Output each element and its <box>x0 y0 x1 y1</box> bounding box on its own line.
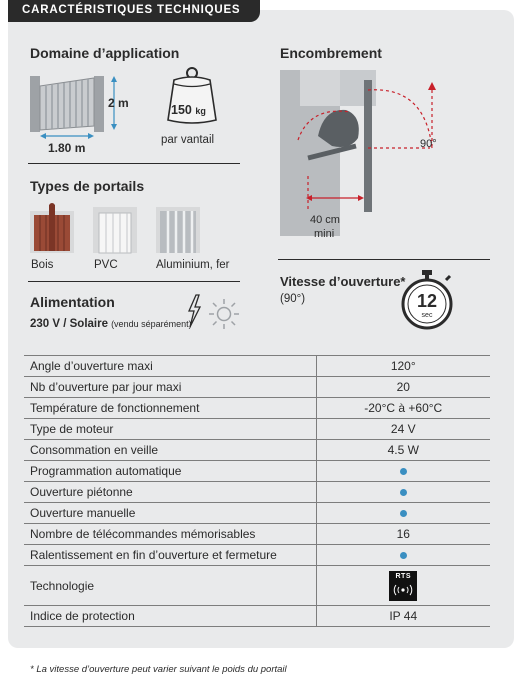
header-title: CARACTÉRISTIQUES TECHNIQUES <box>22 4 241 16</box>
vitesse-seconds: 12 <box>416 291 438 311</box>
weight-caption: par vantail <box>161 134 215 146</box>
portail-type-pvc: PVC <box>94 259 118 271</box>
check-dot-icon <box>400 468 407 475</box>
portail-type-aluminium: Aluminium, fer <box>156 259 230 271</box>
spec-value <box>316 545 490 566</box>
vitesse-unit: sec <box>421 312 433 319</box>
encombrement-title: Encombrement <box>280 45 382 61</box>
spec-label: Type de moteur <box>24 419 316 440</box>
spec-label: Ouverture piétonne <box>24 482 316 503</box>
spec-label: Température de fonctionnement <box>24 398 316 419</box>
spec-row <box>24 566 490 606</box>
spec-row <box>24 377 490 398</box>
power-icon <box>186 294 202 328</box>
spec-value <box>316 461 490 482</box>
encombrement-diagram <box>270 66 460 256</box>
alimentation-value-bold: 230 V / Solaire <box>30 318 108 330</box>
rts-logo-text: RTS <box>395 572 411 580</box>
check-dot-icon <box>400 510 407 517</box>
spec-value: 20 <box>316 377 490 398</box>
check-dot-icon <box>400 552 407 559</box>
spec-row <box>24 606 490 627</box>
spec-label: Technologie <box>24 566 316 606</box>
pvc-gate-icon <box>93 207 137 253</box>
divider <box>28 281 240 282</box>
alimentation-note: (vendu séparément) <box>111 319 192 329</box>
sun-icon <box>205 297 243 331</box>
portails-title: Types de portails <box>30 178 145 194</box>
spec-value: 120° <box>316 356 490 377</box>
domaine-title: Domaine d’application <box>30 45 180 61</box>
check-dot-icon <box>400 489 407 496</box>
spec-value: IP 44 <box>316 606 490 627</box>
footnote: * La vitesse d’ouverture peut varier suivant le poids du portail <box>30 664 287 675</box>
spec-row <box>24 461 490 482</box>
spec-label: Programmation automatique <box>24 461 316 482</box>
spec-row <box>24 503 490 524</box>
spec-label: Consommation en veille <box>24 440 316 461</box>
spec-row <box>24 524 490 545</box>
header-tab <box>8 0 260 22</box>
rts-logo-icon <box>389 571 417 601</box>
spec-value: -20°C à +60°C <box>316 398 490 419</box>
alimentation-title: Alimentation <box>30 294 115 310</box>
weight-unit: kg <box>195 106 206 116</box>
distance-sub: mini <box>314 228 335 240</box>
wood-gate-icon <box>30 203 74 253</box>
portail-type-bois: Bois <box>31 259 54 271</box>
spec-label: Indice de protection <box>24 606 316 627</box>
distance-label: 40 cm <box>310 214 340 226</box>
spec-row <box>24 398 490 419</box>
vitesse-subtitle: (90°) <box>280 293 306 305</box>
divider <box>278 259 490 260</box>
weight-value: 150 <box>171 103 192 117</box>
spec-label: Nombre de télécommandes mémorisables <box>24 524 316 545</box>
vitesse-title: Vitesse d’ouverture* <box>280 274 406 289</box>
width-label: 1.80 m <box>48 141 86 155</box>
spec-value <box>316 482 490 503</box>
aluminium-gate-icon <box>156 207 200 253</box>
divider <box>28 163 240 164</box>
spec-label: Angle d’ouverture maxi <box>24 356 316 377</box>
spec-row <box>24 545 490 566</box>
angle-label: 90° <box>420 138 437 150</box>
spec-row <box>24 482 490 503</box>
alimentation-value <box>30 318 192 330</box>
spec-label: Ralentissement en fin d’ouverture et fermeture <box>24 545 316 566</box>
spec-value <box>316 503 490 524</box>
spec-label: Nb d’ouverture par jour maxi <box>24 377 316 398</box>
spec-row <box>24 440 490 461</box>
spec-value: 24 V <box>316 419 490 440</box>
spec-label: Ouverture manuelle <box>24 503 316 524</box>
spec-value: 4.5 W <box>316 440 490 461</box>
spec-value: 16 <box>316 524 490 545</box>
height-label: 2 m <box>108 96 129 110</box>
spec-row <box>24 419 490 440</box>
spec-row <box>24 356 490 377</box>
spec-value <box>316 566 490 606</box>
weight-readout <box>171 103 206 117</box>
specs-table <box>24 355 490 627</box>
